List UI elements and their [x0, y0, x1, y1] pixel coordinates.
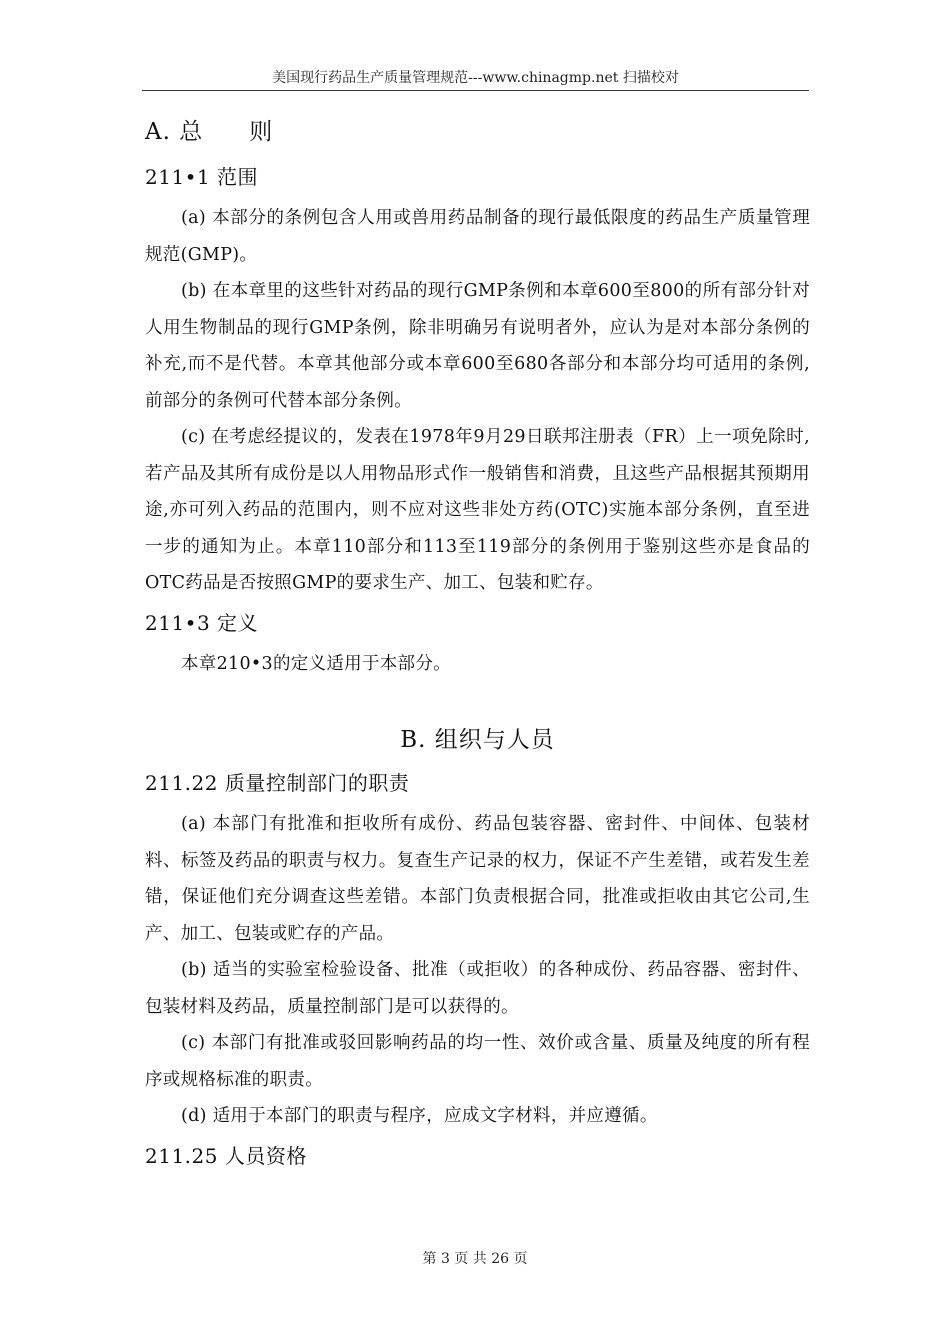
paragraph-211-22-a: (a) 本部门有批准和拒收所有成份、药品包装容器、密封件、中间体、包装材料、标签及药品的职责与权力。复查生产记录的权力，保证不产生差错，或若发生差错，保证他们充分调查这些差错。本部门负责根据合同，批准或拒收由其它公司,生产、加工、包装或贮存的产品。: [145, 814, 810, 944]
heading-211-1: 211•1 范围: [145, 165, 259, 189]
page-header: [142, 70, 809, 91]
section-a-title-part1: 总: [179, 119, 204, 145]
heading-211-22: 211.22 质量控制部门的职责: [145, 771, 410, 795]
section-b-title: B. 组织与人员: [400, 727, 555, 753]
paragraph-211-3: 本章210•3的定义适用于本部分。: [181, 653, 451, 674]
page-footer: [0, 1248, 950, 1268]
heading-211-3: 211•3 定义: [145, 610, 259, 635]
document-body: [145, 112, 810, 1179]
paragraph-211-1-a: (a) 本部分的条例包含人用或兽用药品制备的现行最低限度的药品生产质量管理规范(GMP)。: [145, 208, 810, 265]
paragraph-211-1-b: (b) 在本章里的这些针对药品的现行GMP条例和本章600至800的所有部分针对人用生物制品的现行GMP条例，除非明确另有说明者外，应认为是对本部分条例的补充,而不是代替。本章其他部分或本章600至680各部分和本部分均可适用的条例,前部分的条例可代替本部分条例。: [145, 281, 810, 411]
section-a-title: [145, 112, 810, 152]
paragraph-211-1-c: (c) 在考虑经提议的，发表在1978年9月29日联邦注册表（FR）上一项免除时,若产品及其所有成份是以人用物品形式作一般销售和消费，且这些产品根据其预期用途,亦可列入药品的范围内，则不应对这些非处方药(OTC)实施本部分条例，直至进一步的通知为止。本章110部分和113至119部分的条例用于鉴别这些亦是食品的OTC药品是否按照GMP的要求生产、加工、包装和贮存。: [145, 427, 810, 593]
paragraph-211-22-d: (d) 适用于本部门的职责与程序，应成文字材料，并应遵循。: [181, 1106, 658, 1126]
section-a-label: A.: [145, 119, 171, 145]
paragraph-211-22-b: (b) 适当的实验室检验设备、批准（或拒收）的各种成份、药品容器、密封件、包装材料及药品，质量控制部门是可以获得的。: [145, 960, 810, 1017]
heading-211-25: 211.25 人员资格: [145, 1143, 307, 1168]
paragraph-211-22-c: (c) 本部门有批准或驳回影响药品的均一性、效价或含量、质量及纯度的所有程序或规格标准的职责。: [145, 1033, 810, 1090]
page-number: 第 3 页 共 26 页: [422, 1251, 528, 1267]
header-title: 美国现行药品生产质量管理规范---www.chinagmp.net 扫描校对: [272, 70, 679, 86]
section-a-title-part2: 则: [249, 119, 274, 145]
